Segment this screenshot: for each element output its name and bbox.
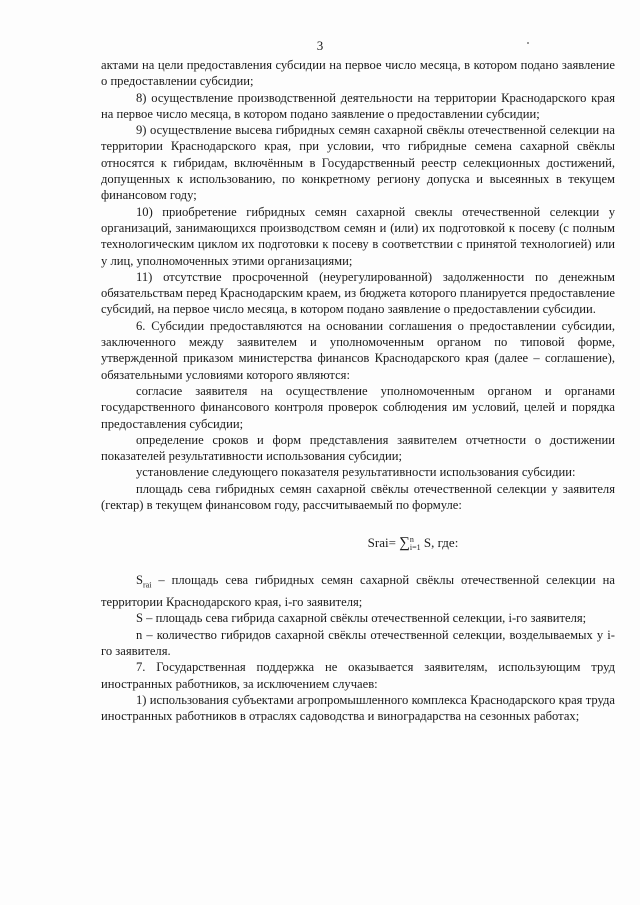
paragraph-item-10: 10) приобретение гибридных семян сахарной свеклы отечественной селекции у организаций, занимающихся производством семян и (или) их подготовкой к посеву (с полным технологическим циклом их подготовки к посеву в соответствии с принятой технологией) или у лиц, уполномоченных этими организациями;: [101, 204, 615, 268]
definition-srai: [101, 572, 615, 610]
formula-sum-symbol: ∑: [399, 535, 410, 552]
paragraph-item-11: 11) отсутствие просроченной (неурегулированной) задолженности по денежным обязательствам перед Краснодарским краем, из бюджета которого планируется предоставление субсидий, на первое число месяца, в котором подано заявление о предоставлении субсидии.: [101, 269, 615, 317]
definition-n: n – количество гибридов сахарной свёклы отечественной селекции, возделываемых у i-го заявителя.: [101, 627, 615, 659]
paragraph-continuation: актами на цели предоставления субсидии на первое число месяца, в котором подано заявление о предоставлении субсидии;: [101, 58, 615, 89]
srai-symbol: S: [136, 573, 144, 588]
paragraph-exception-1: 1) использования субъектами агропромышленного комплекса Краснодарского края труда иностранных работников в отраслях садоводства и виноградарства на сезонных работах;: [101, 692, 615, 724]
paragraph-section-7: 7. Государственная поддержка не оказывается заявителям, использующим труд иностранных работников, за исключением случаев:: [101, 660, 615, 691]
formula-lhs: Srai=: [367, 535, 396, 551]
formula-rhs: S, где:: [423, 535, 459, 551]
formula-upper-limit: n: [409, 535, 414, 545]
formula-sum-limits: [410, 536, 421, 552]
paragraph-condition-indicator: установление следующего показателя результативности использования субсидии:: [136, 465, 576, 480]
scan-speck: [527, 42, 529, 44]
srai-subscript: rai: [143, 580, 152, 590]
paragraph-section-6: 6. Субсидии предоставляются на основании соглашения о предоставлении субсидии, заключенного между заявителем и уполномоченным органом по типовой форме, утвержденной приказом министерства финансов Краснодарского края (далее – соглашение), обязательными условиями которого являются:: [101, 318, 615, 382]
page-number: 3: [316, 38, 324, 53]
srai-text: – площадь сева гибридных семян сахарной свёклы отечественной селекции на территории Краснодарского края, i-го заявителя;: [101, 573, 615, 610]
document-body: [101, 57, 615, 725]
paragraph-condition-reporting: определение сроков и форм представления заявителем отчетности о достижении показателей результативности использования субсидии;: [101, 432, 615, 464]
paragraph-item-8: 8) осуществление производственной деятельности на территории Краснодарского края на первое число месяца, в котором подано заявление о предоставлении субсидии;: [101, 90, 615, 121]
paragraph-indicator-area: площадь сева гибридных семян сахарной свёклы отечественной селекции у заявителя (гектар) в текущем финансовом году, рассчитываемый по формуле:: [101, 481, 615, 513]
formula: [101, 535, 615, 552]
formula-lower-limit: i=1: [409, 543, 421, 553]
paragraph-condition-consent: согласие заявителя на осуществление уполномоченным органом и органами государственного финансового контроля проверок соблюдения им условий, целей и порядка предоставления субсидии;: [101, 383, 615, 431]
definition-s: S – площадь сева гибрида сахарной свёклы отечественной селекции, i-го заявителя;: [136, 611, 587, 626]
paragraph-item-9: 9) осуществление высева гибридных семян сахарной свёклы отечественной селекции на территории Краснодарского края, при условии, что гибридные семена сахарной свёклы относятся к гибридам, включённым в Государственный реестр селекционных достижений, допущенных к использованию, по конкретному региону допуска и высеянных в текущем финансовом году;: [101, 123, 615, 203]
